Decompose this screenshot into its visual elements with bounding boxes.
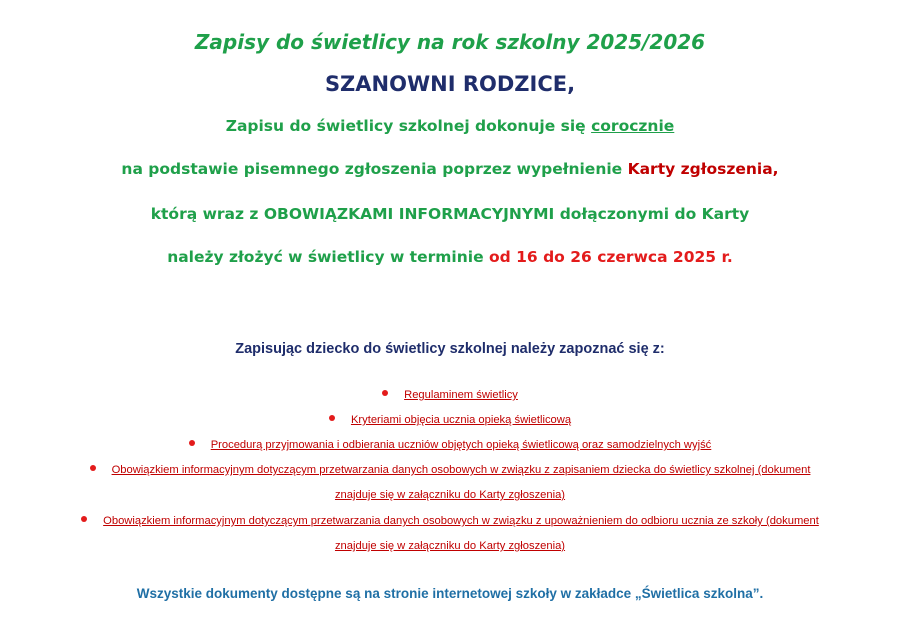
paragraph-2-highlight: Karty zgłoszenia,	[627, 160, 779, 178]
bullet-link-info-obligation-enrollment[interactable]: Obowiązkiem informacyjnym dotyczącym przetwarzania danych osobowych w związku z zapisaniem dziecka do świetlicy szkolnej (dokument	[111, 464, 811, 476]
paragraph-1	[0, 117, 900, 135]
requirements-subheading: Zapisując dziecko do świetlicy szkolnej należy zapoznać się z:	[235, 341, 665, 357]
paragraph-4	[0, 248, 900, 266]
bullet-icon	[382, 390, 388, 396]
paragraph-2-text: na podstawie pisemnego zgłoszenia poprzez wypełnienie	[121, 160, 628, 178]
greeting-heading: SZANOWNI RODZICE,	[324, 72, 576, 96]
bullet-link-info-obligation-pickup[interactable]: Obowiązkiem informacyjnym dotyczącym przetwarzania danych osobowych w związku z upoważnieniem do odbioru ucznia ze szkoły (dokument	[103, 515, 819, 527]
paragraph-4-deadline: od 16 do 26 czerwca 2025 r.	[488, 248, 733, 266]
paragraph-3: którą wraz z OBOWIĄZKAMI INFORMACYJNYMI dołączonymi do Karty	[150, 205, 750, 223]
bullet-item-procedure	[0, 439, 900, 451]
bullet-item-info-obligation-pickup-cont	[0, 540, 900, 552]
bullet-item-info-obligation-enrollment-cont	[0, 489, 900, 501]
bullet-link-info-obligation-pickup-cont[interactable]: znajduje się w załączniku do Karty zgłoszenia)	[334, 540, 566, 552]
paragraph-2	[0, 160, 900, 178]
bullet-item-regulations	[0, 389, 900, 401]
bullet-link-procedure[interactable]: Procedurą przyjmowania i odbierania uczniów objętych opieką świetlicową oraz samodzielnych wyjść	[210, 439, 712, 451]
paragraph-4-text: należy złożyć w świetlicy w terminie	[167, 248, 489, 266]
bullet-link-criteria[interactable]: Kryteriami objęcia ucznia opieką świetlicową	[350, 414, 572, 426]
bullet-icon	[329, 415, 335, 421]
bullet-item-info-obligation-pickup	[0, 515, 900, 527]
bullet-icon	[81, 516, 87, 522]
page-title: Zapisy do świetlicy na rok szkolny 2025/2026	[194, 30, 706, 54]
footer-note: Wszystkie dokumenty dostępne są na stronie internetowej szkoły w zakładce „Świetlica szkolna”.	[136, 586, 764, 601]
paragraph-1-text: Zapisu do świetlicy szkolnej dokonuje się	[225, 117, 592, 135]
bullet-item-info-obligation-enrollment	[0, 464, 900, 476]
bullet-icon	[189, 440, 195, 446]
paragraph-1-underlined: corocznie	[591, 117, 675, 135]
bullet-link-info-obligation-enrollment-cont[interactable]: znajduje się w załączniku do Karty zgłoszenia)	[334, 489, 566, 501]
bullet-link-regulations[interactable]: Regulaminem świetlicy	[404, 389, 518, 401]
bullet-icon	[90, 465, 96, 471]
bullet-item-criteria	[0, 414, 900, 426]
